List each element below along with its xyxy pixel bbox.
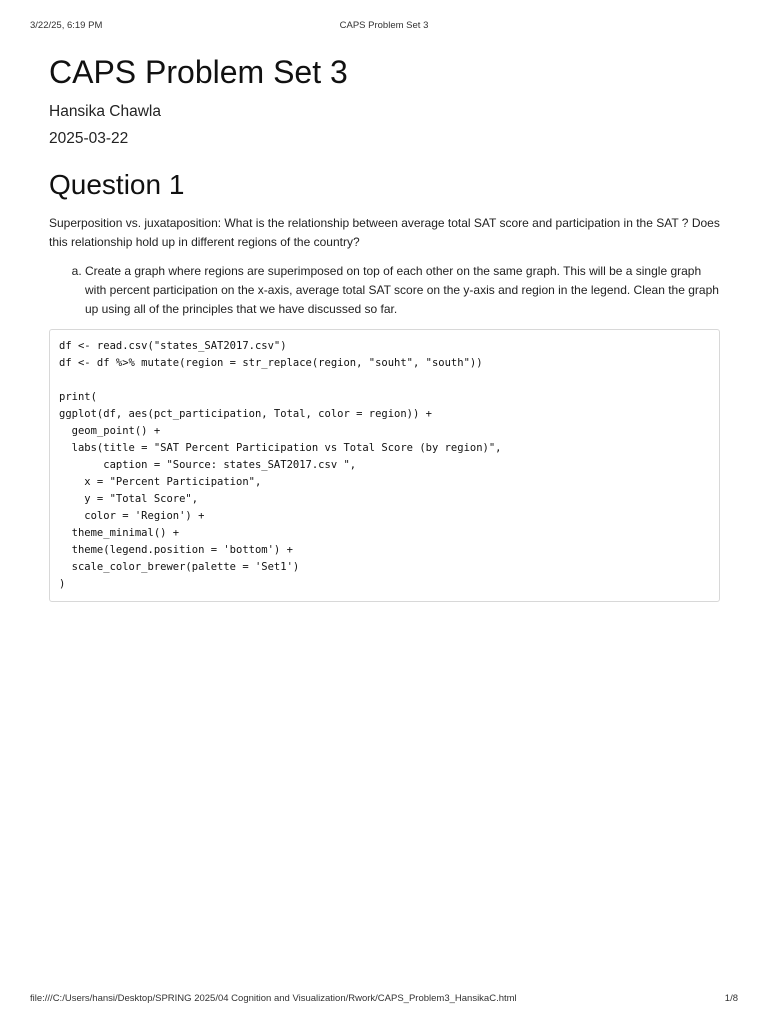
code-line bbox=[59, 372, 710, 389]
code-line: scale_color_brewer(palette = 'Set1') bbox=[59, 561, 300, 573]
document-date: 2025-03-22 bbox=[49, 130, 129, 147]
code-line: x = "Percent Participation", bbox=[59, 476, 262, 488]
print-footer-page-number: 1/8 bbox=[724, 993, 738, 1004]
code-line: ggplot(df, aes(pct_participation, Total, color = region)) + bbox=[59, 408, 432, 420]
code-line: print( bbox=[59, 391, 97, 403]
code-line: df <- read.csv("states_SAT2017.csv") bbox=[59, 340, 287, 352]
code-line: geom_point() + bbox=[59, 425, 161, 437]
print-header-datetime: 3/22/25, 6:19 PM bbox=[30, 20, 103, 31]
code-line: theme(legend.position = 'bottom') + bbox=[59, 544, 293, 556]
code-line: caption = "Source: states_SAT2017.csv ", bbox=[59, 459, 357, 471]
code-block bbox=[49, 329, 720, 602]
code-line: color = 'Region') + bbox=[59, 510, 205, 522]
code-line: theme_minimal() + bbox=[59, 527, 180, 539]
document-body bbox=[49, 52, 724, 602]
code-line: ) bbox=[59, 578, 66, 590]
document-author: Hansika Chawla bbox=[49, 103, 161, 120]
task-list bbox=[49, 262, 724, 319]
print-header-title: CAPS Problem Set 3 bbox=[339, 20, 429, 31]
print-footer-file-path: file:///C:/Users/hansi/Desktop/SPRING 2025/04 Cognition and Visualization/Rwork/CAPS_Problem3_HansikaC.html bbox=[30, 993, 517, 1004]
code-line: df <- df %>% mutate(region = str_replace(region, "souht", "south")) bbox=[59, 357, 483, 369]
code-line: y = "Total Score", bbox=[59, 493, 199, 505]
question-intro: Superposition vs. juxataposition: What is the relationship between average total SAT score and participation in the SAT ? Does this relationship hold up in different regions of the country? bbox=[49, 216, 720, 249]
question-heading: Question 1 bbox=[49, 169, 185, 200]
task-item: a. Create a graph where regions are superimposed on top of each other on the same graph. This will be a single graph with percent participation on the x-axis, average total SAT score on the y-axis and region in the legend. Clean the graph up using all of the principles that we have discussed so far. bbox=[85, 262, 724, 319]
code-line: labs(title = "SAT Percent Participation vs Total Score (by region)", bbox=[59, 442, 502, 454]
document-title: CAPS Problem Set 3 bbox=[49, 54, 348, 90]
